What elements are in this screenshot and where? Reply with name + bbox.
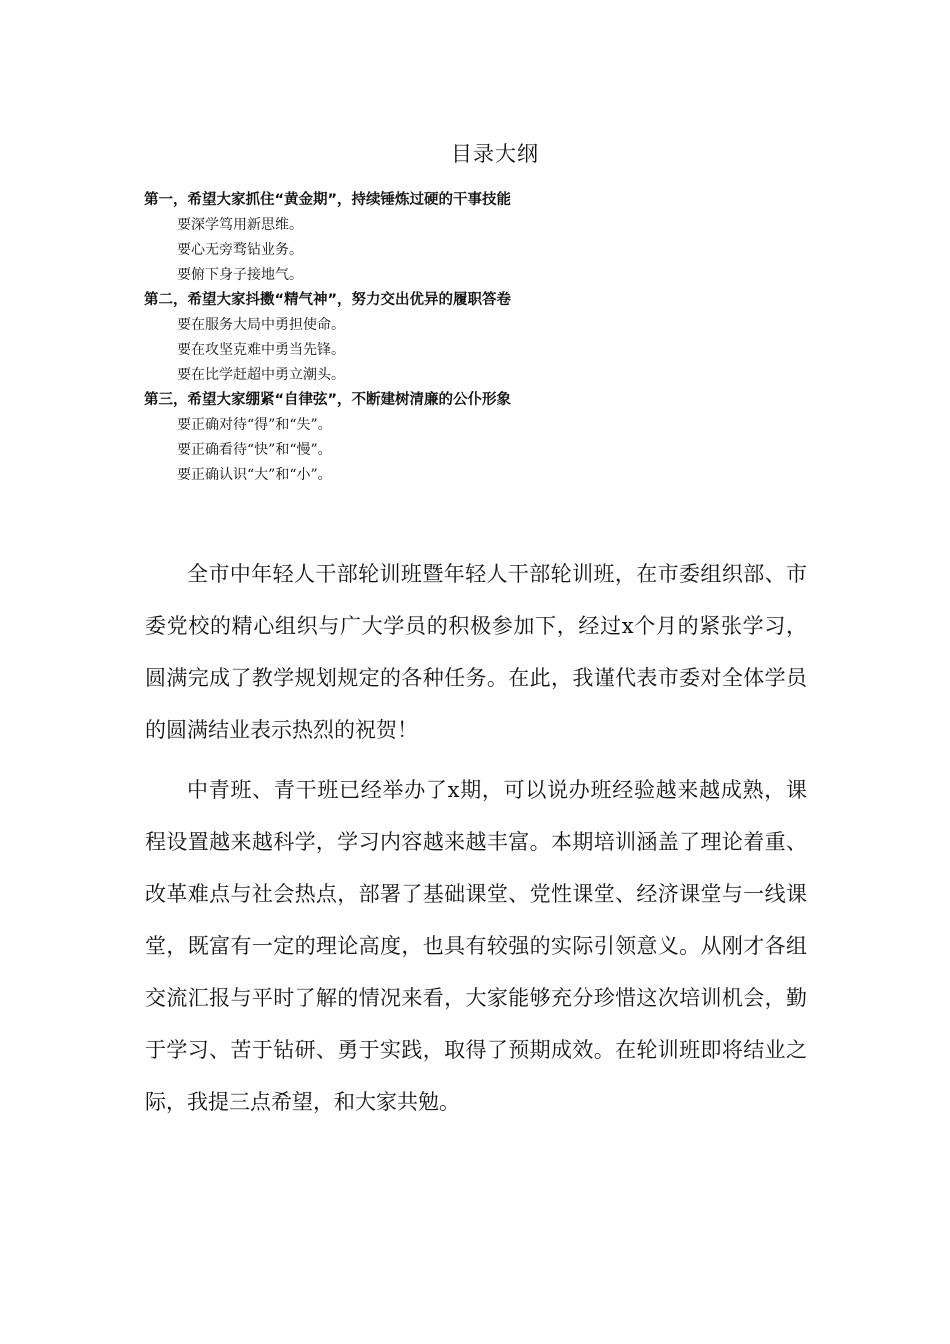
toc-heading: 第一，希望大家抓住“黄金期”，持续锤炼过硬的干事技能 [144,192,512,208]
table-of-contents [144,188,844,488]
toc-item: 要在服务大局中勇担使命。 [177,317,345,333]
toc-section-3 [144,388,844,488]
toc-heading: 第三，希望大家绷紧“自律弦”，不断建树清廉的公仆形象 [144,392,512,408]
body-paragraph: 全市中年轻人干部轮训班暨年轻人干部轮训班，在市委组织部、市委党校的精心组织与广大学员的积极参加下，经过x个月的紧张学习，圆满完成了教学规划规定的各种任务。在此，我谨代表市委对全体学员的圆满结业表示热烈的祝贺！ [145,562,807,742]
body-text [145,548,807,1136]
toc-section-1 [144,188,844,288]
toc-item: 要在比学赶超中勇立潮头。 [177,367,345,383]
toc-item: 要正确对待“得”和“失”。 [177,417,332,433]
toc-item: 要正确认识“大”和“小”。 [177,467,332,483]
toc-item: 要深学笃用新思维。 [177,217,303,233]
body-paragraph: 中青班、青干班已经举办了x期，可以说办班经验越来越成熟，课程设置越来越科学，学习内容越来越丰富。本期培训涵盖了理论着重、改革难点与社会热点，部署了基础课堂、党性课堂、经济课堂与一线课堂，既富有一定的理论高度，也具有较强的实际引领意义。从刚才各组交流汇报与平时了解的情况来看，大家能够充分珍惜这次培训机会，勤于学习、苦于钻研、勇于实践，取得了预期成效。在轮训班即将结业之际，我提三点希望，和大家共勉。 [145,778,807,1114]
toc-heading: 第二，希望大家抖擞“精气神”，努力交出优异的履职答卷 [144,292,512,308]
toc-title: 目录大纲 [451,142,539,166]
toc-item: 要俯下身子接地气。 [177,267,303,283]
toc-item: 要心无旁骛钻业务。 [177,242,303,258]
toc-item: 要正确看待“快”和“慢”。 [177,442,332,458]
toc-section-2 [144,288,844,388]
toc-item: 要在攻坚克难中勇当先锋。 [177,342,345,358]
